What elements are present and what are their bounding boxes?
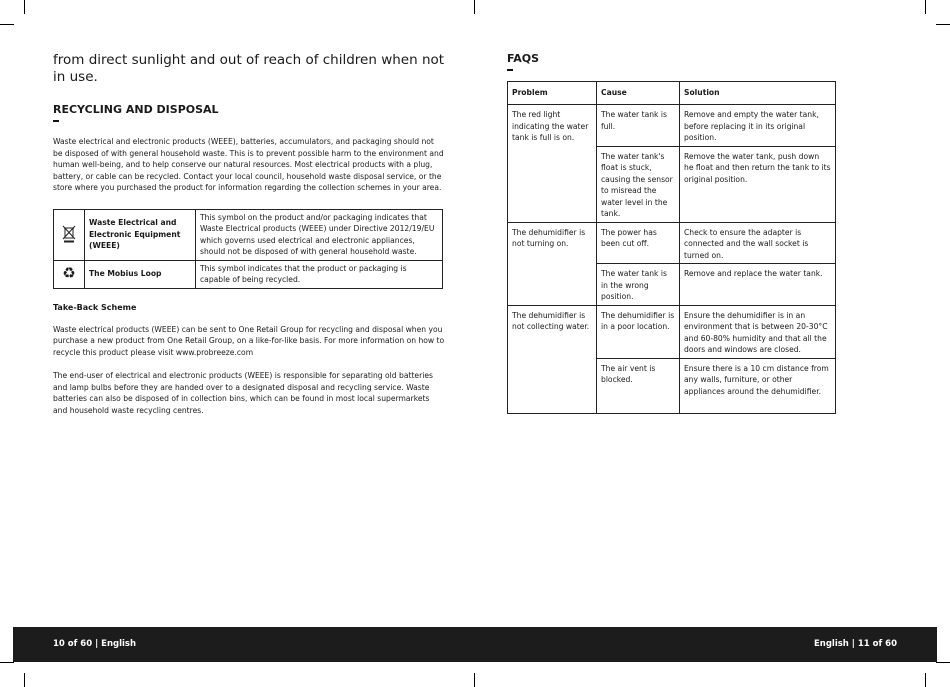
symbol-name: The Mobius Loop [85,260,196,288]
crop-mark [925,673,926,687]
right-page [507,52,837,414]
crop-mark [474,0,475,14]
problem-cell: The dehumidifier is not turning on. [508,222,597,305]
solution-cell: Remove and replace the water tank. [680,264,836,306]
symbol-name: Waste Electrical and Electronic Equipment (WEEE) [85,209,196,260]
left-page [53,52,445,416]
solution-cell: Remove and empty the water tank, before replacing it in its original position. [680,105,836,147]
cause-cell: The water tank is full. [597,105,680,147]
crossed-bin-icon [62,225,76,243]
symbol-desc: This symbol on the product and/or packaging indicates that Waste Electrical products (WEEE) under Directive 2012/19/EU which governs used electrical and electronic appliances, should not be disposed of with general household waste. [196,209,443,260]
faqs-title: FAQS [507,52,540,65]
crop-mark [925,0,926,14]
header-solution: Solution [680,82,836,105]
crop-mark [24,0,25,14]
faq-table [507,81,836,414]
cause-cell: The water tank's float is stuck, causing the sensor to misread the water level in the tank. [597,146,680,222]
problem-cell: The red light indicating the water tank is full is on. [508,105,597,223]
mobius-loop-icon: ♻ [62,264,76,283]
title-dash [53,120,59,122]
mobius-cell [54,260,85,288]
cause-cell: The water tank is in the wrong position. [597,264,680,306]
table-row [508,222,836,264]
solution-cell: Ensure the dehumidifier is in an environment that is between 20-30°C and 60-80% humidity and that all the doors and windows are closed. [680,305,836,358]
problem-cell: The dehumidifier is not collecting water. [508,305,597,413]
crop-mark [24,673,25,687]
symbols-table [53,209,443,289]
table-header-row [508,82,836,105]
title-dash [507,69,513,71]
crop-mark [0,24,14,25]
header-problem: Problem [508,82,597,105]
recycling-text: Waste electrical and electronic products (WEEE), batteries, accumulators, and packaging should not be disposed of with general household waste. This is to prevent possible harm to the environment and human well-being, and to help conserve our natural resources. Most electrical products with a plug, battery, or cable can be recycled. Contact your local council, household waste disposal service, or the store where you purchased the product for information regarding the collection schemes in your area. [53,137,444,192]
weee-cell [54,209,85,260]
crop-mark [936,24,950,25]
takeback-paragraph: The end-user of electrical and electronic products (WEEE) is responsible for separating old batteries and lamp bulbs before they are handed over to a designated disposal and recycling service. Waste batteries can also be disposed of in collection bins, which can be found in most local supermarkets and household waste recycling centres. [53,371,433,415]
header-cause: Cause [597,82,680,105]
takeback-title: Take-Back Scheme [53,302,137,312]
table-row [54,209,443,260]
table-row [54,260,443,288]
symbol-desc: This symbol indicates that the product or packaging is capable of being recycled. [196,260,443,288]
lead-text: from direct sunlight and out of reach of children when not in use. [53,52,445,85]
cause-cell: The air vent is blocked. [597,358,680,413]
footer-bar [13,627,937,662]
crop-mark [0,662,14,663]
takeback-paragraph: Waste electrical products (WEEE) can be sent to One Retail Group for recycling and disposal when you purchase a new product from One Retail Group, on a like-for-like basis. For more information on how to recycle this product please visit www.probreeze.com [53,324,445,357]
cause-cell: The dehumidifier is in a poor location. [597,305,680,358]
table-row [508,105,836,147]
recycling-title: RECYCLING AND DISPOSAL [53,103,219,116]
cause-cell: The power has been cut off. [597,222,680,264]
table-row [508,305,836,358]
solution-cell: Remove the water tank, push down he float and then return the tank to its original position. [680,146,836,222]
footer-page-left: 10 of 60 | English [53,639,137,649]
crop-mark [936,662,950,663]
footer-page-right: English | 11 of 60 [813,639,897,649]
crop-mark [474,673,475,687]
solution-cell: Ensure there is a 10 cm distance from any walls, furniture, or other appliances around the dehumidifier. [680,358,836,413]
solution-cell: Check to ensure the adapter is connected and the wall socket is turned on. [680,222,836,264]
